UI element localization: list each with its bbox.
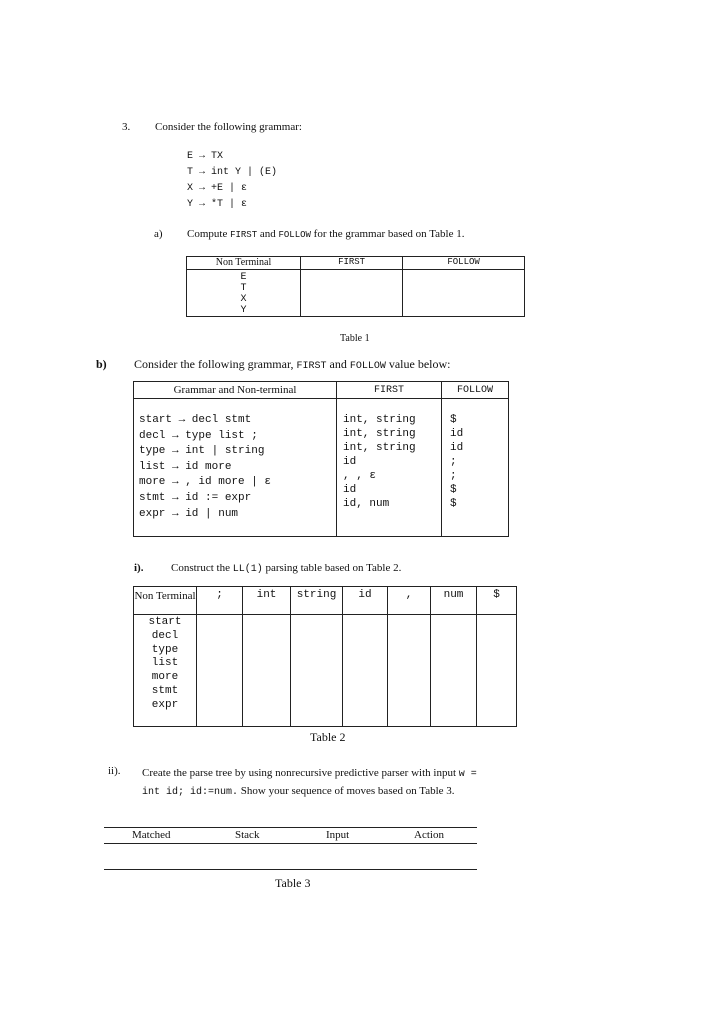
first-column	[337, 399, 442, 537]
ll1-parsing-table	[133, 586, 517, 727]
follow-set: id	[450, 428, 464, 440]
part-i-label: i).	[134, 562, 144, 574]
first-set: id, num	[343, 498, 390, 510]
table-2	[133, 381, 509, 537]
table-header: Stack	[235, 829, 260, 841]
grammar-rule: T → int Y | (E)	[187, 167, 278, 178]
table-rule	[104, 827, 477, 828]
grammar-rule: E → TX	[187, 151, 224, 162]
terminal-header: ;	[197, 587, 243, 615]
question-number: 3.	[122, 121, 131, 133]
table-header: FOLLOW	[442, 382, 509, 399]
grammar-rule: more → , id more | ε	[139, 476, 272, 489]
table-header: Non Terminal	[134, 587, 197, 615]
follow-cell	[403, 270, 525, 317]
table-header: Input	[326, 829, 350, 841]
follow-set: id	[450, 442, 464, 454]
empty-cell	[477, 615, 517, 727]
follow-set: $	[450, 484, 457, 496]
follow-set: ;	[450, 470, 457, 482]
terminal-header: id	[343, 587, 388, 615]
follow-set: ;	[450, 456, 457, 468]
follow-set: $	[450, 498, 457, 510]
table-caption: Table 2	[310, 730, 346, 744]
table-caption: Table 3	[275, 876, 311, 890]
empty-cell	[197, 615, 243, 727]
nonterminal: X	[240, 294, 247, 305]
nonterminal: start	[148, 616, 182, 628]
terminal-header: num	[431, 587, 477, 615]
table-1	[186, 256, 525, 317]
nonterminal: type	[151, 643, 179, 656]
question-prompt: Consider the following grammar:	[155, 121, 302, 133]
part-b-text: Consider the following grammar, FIRST and FOLLOW value below:	[134, 357, 451, 372]
table-rule	[104, 843, 477, 844]
part-ii-text: Create the parse tree by using nonrecursive predictive parser with input w = int id; id:=num. Show your sequence of moves based on Table 3.	[142, 767, 477, 798]
grammar-rule: stmt → id := expr	[139, 491, 252, 504]
grammar-rules-column	[134, 399, 337, 537]
empty-cell	[291, 615, 343, 727]
table-header: FIRST	[301, 257, 403, 270]
table-header: Non Terminal	[187, 257, 301, 270]
terminal-header: string	[291, 587, 343, 615]
part-a-label: a)	[154, 228, 163, 240]
grammar-rule: type → int | string	[139, 445, 265, 458]
nonterminal: more	[151, 671, 179, 684]
part-a-text: Compute FIRST and FOLLOW for the grammar based on Table 1.	[187, 228, 465, 240]
nonterminal: list	[151, 657, 179, 670]
table-caption: Table 1	[340, 333, 370, 344]
table-header: FIRST	[337, 382, 442, 399]
nonterminal: stmt	[151, 684, 179, 697]
part-i-text: Construct the LL(1) parsing table based on Table 2.	[171, 562, 402, 575]
nonterminal: E	[240, 272, 247, 283]
grammar-rule: Y → *T | ε	[187, 199, 248, 210]
first-set: , , ε	[343, 470, 377, 482]
first-set: id	[343, 484, 357, 496]
empty-cell	[343, 615, 388, 727]
first-set: id	[343, 456, 357, 468]
nonterminal: T	[240, 283, 247, 294]
grammar-rule: expr → id | num	[139, 507, 239, 520]
terminal-header: $	[477, 587, 517, 615]
empty-cell	[243, 615, 291, 727]
table-header: FOLLOW	[403, 257, 525, 270]
grammar-block	[187, 149, 277, 213]
grammar-rule: start → decl stmt	[139, 414, 252, 426]
terminal-header: ,	[388, 587, 431, 615]
table-rule	[104, 869, 477, 870]
empty-cell	[431, 615, 477, 727]
part-b-label: b)	[96, 357, 107, 371]
nonterminal: Y	[240, 305, 247, 316]
grammar-rule: decl → type list ;	[139, 429, 258, 442]
empty-cell	[388, 615, 431, 727]
first-set: int, string	[343, 442, 416, 454]
first-set: int, string	[343, 428, 416, 440]
table-header: Grammar and Non-terminal	[134, 382, 337, 399]
table-header: Matched	[132, 829, 171, 841]
nonterminal-column	[134, 615, 197, 727]
nonterminal: expr	[151, 698, 179, 711]
grammar-rule: X → +E | ε	[187, 183, 248, 194]
part-ii-label: ii).	[108, 765, 121, 777]
nonterminal: decl	[151, 629, 179, 642]
first-cell	[301, 270, 403, 317]
terminal-header: int	[243, 587, 291, 615]
table-header: Action	[414, 829, 444, 841]
follow-set: $	[450, 414, 457, 426]
follow-column	[442, 399, 509, 537]
nonterminal-column	[187, 270, 301, 317]
grammar-rule: list → id more	[139, 460, 232, 473]
first-set: int, string	[343, 414, 416, 426]
